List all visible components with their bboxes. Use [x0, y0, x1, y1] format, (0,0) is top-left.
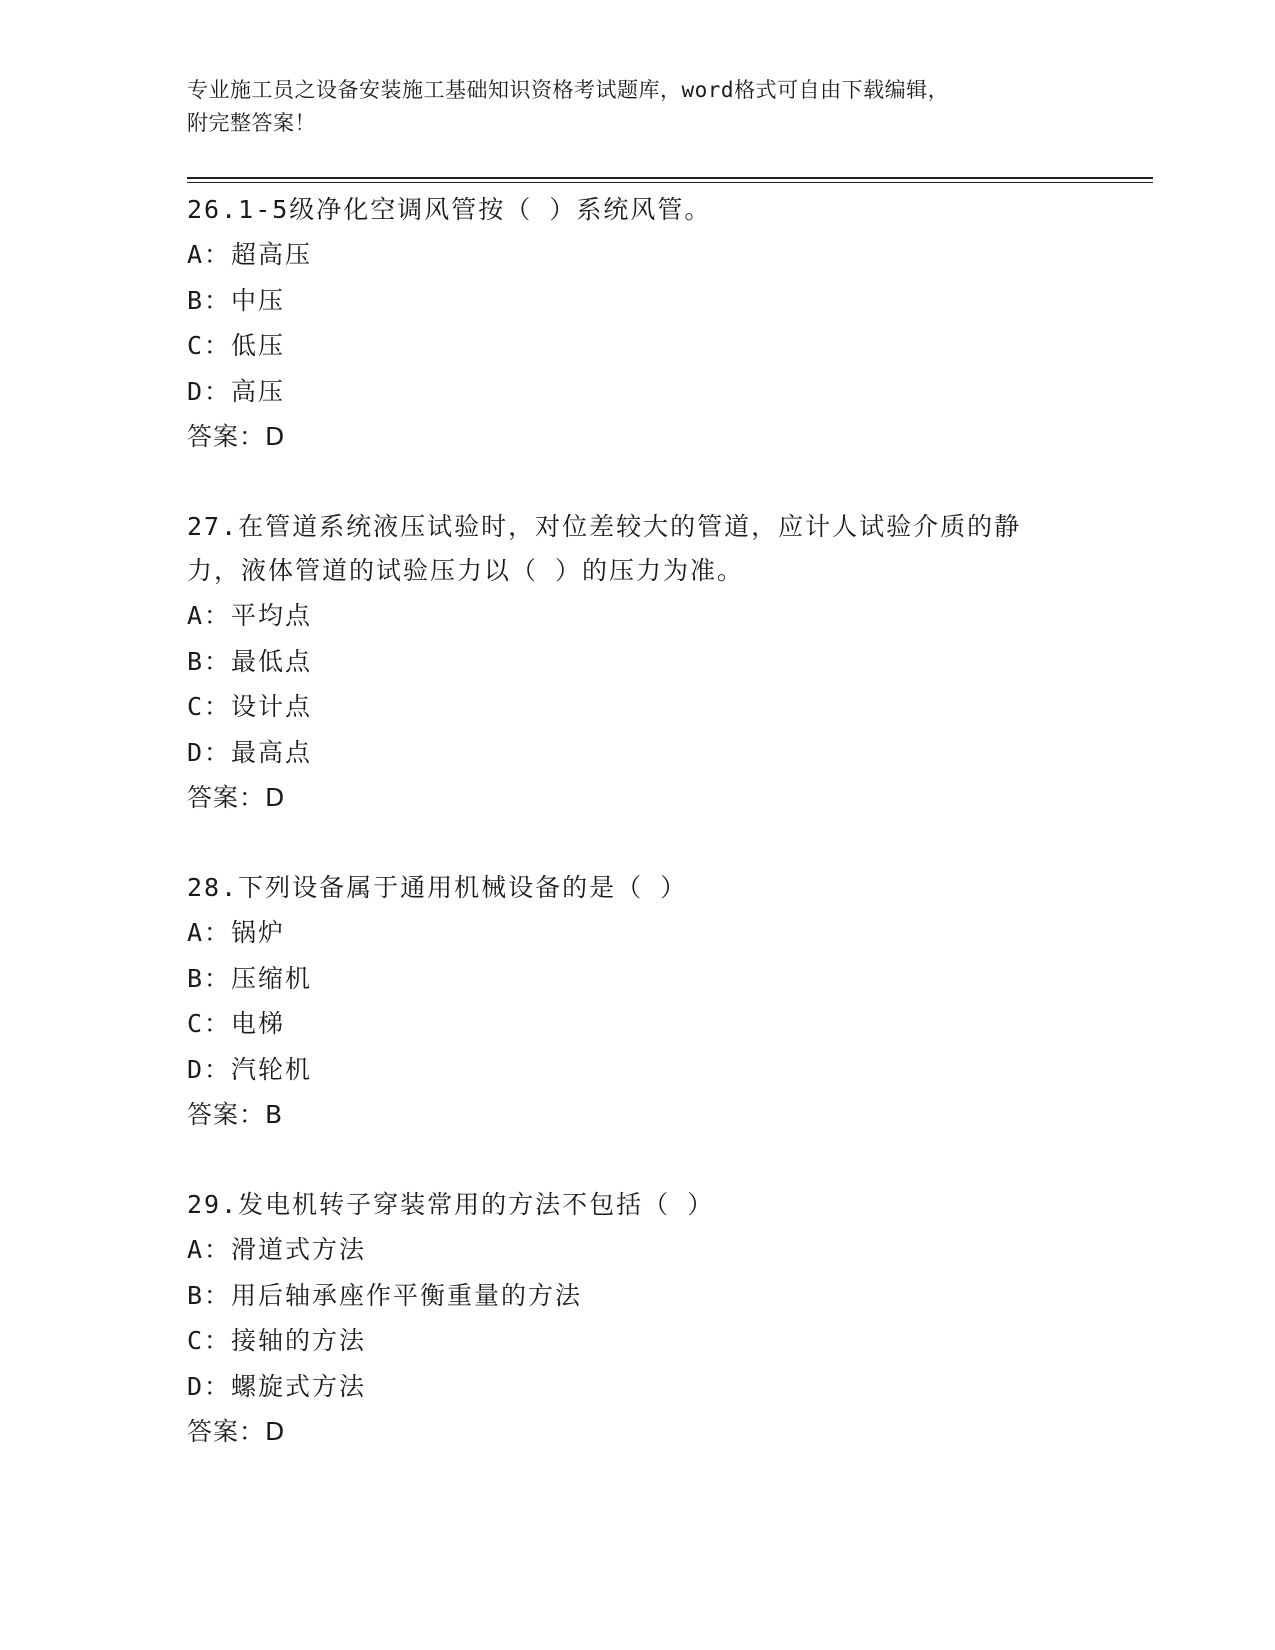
option-d: D：最高点 — [187, 737, 313, 767]
question-27 — [187, 505, 1087, 820]
option-d: D：高压 — [187, 376, 286, 406]
answer: 答案：B — [187, 1100, 284, 1129]
option-c: C：接轴的方法 — [187, 1326, 367, 1355]
option-b: B：用后轴承座作平衡重量的方法 — [187, 1280, 583, 1310]
option-a: A：超高压 — [187, 240, 313, 269]
answer: 答案：D — [187, 1417, 286, 1446]
option-a: A：锅炉 — [187, 918, 286, 947]
question-list — [187, 188, 1087, 1500]
option-d: D：汽轮机 — [187, 1054, 313, 1084]
answer: 答案：D — [187, 422, 286, 451]
option-d: D：螺旋式方法 — [187, 1371, 367, 1401]
question-stem-continued: 力，液体管道的试验压力以（ ）的压力为准。 — [187, 556, 745, 585]
option-b: B：最低点 — [187, 646, 313, 676]
header-divider — [187, 177, 1153, 183]
question-26 — [187, 188, 1087, 459]
option-a: A：滑道式方法 — [187, 1235, 367, 1264]
option-c: C：设计点 — [187, 692, 313, 721]
question-stem: 29.发电机转子穿装常用的方法不包括（ ） — [187, 1190, 715, 1219]
option-b: B：中压 — [187, 285, 286, 315]
question-stem: 26.1-5级净化空调风管按（ ）系统风管。 — [187, 195, 712, 224]
document-header — [187, 74, 1067, 140]
option-c: C：电梯 — [187, 1009, 286, 1038]
option-a: A：平均点 — [187, 601, 313, 630]
answer: 答案：D — [187, 783, 286, 812]
option-b: B：压缩机 — [187, 963, 313, 993]
header-line-2: 附完整答案！ — [187, 111, 316, 135]
question-stem: 28.下列设备属于通用机械设备的是（ ） — [187, 873, 688, 902]
option-c: C：低压 — [187, 331, 286, 360]
question-28 — [187, 866, 1087, 1137]
header-line-1: 专业施工员之设备安装施工基础知识资格考试题库，word格式可自由下载编辑， — [187, 78, 950, 102]
question-stem: 27.在管道系统液压试验时，对位差较大的管道，应计人试验介质的静 — [187, 512, 1022, 541]
question-29 — [187, 1183, 1087, 1454]
